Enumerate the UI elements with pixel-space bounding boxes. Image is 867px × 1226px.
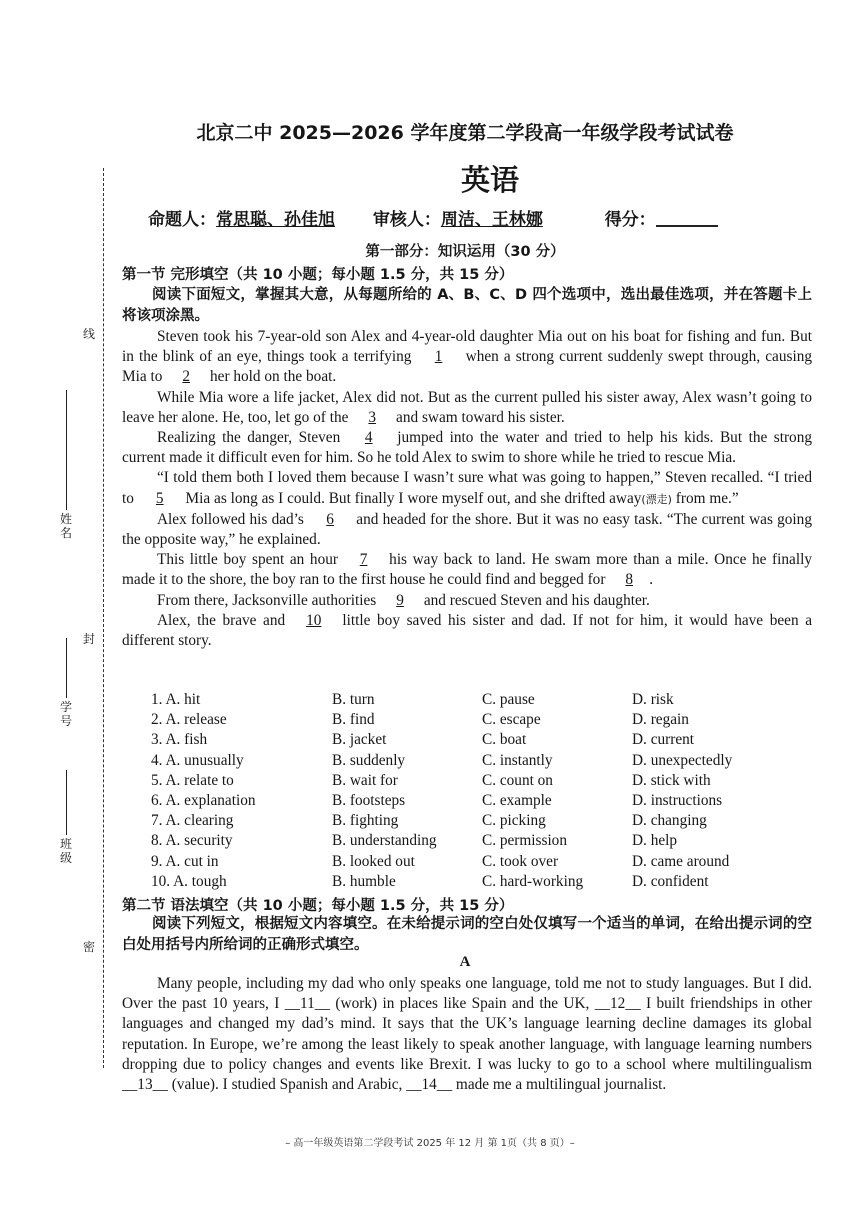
name-field (58, 390, 74, 540)
section-one-instruction: 阅读下面短文，掌握其大意，从每题所给的 A、B、C、D 四个选项中，选出最佳选项，并在答题卡上将该项涂黑。 (122, 287, 812, 324)
cloze-paragraph: Realizing the danger, Steven 4 jumped into the water and tried to help his kids. But the strong current made it difficult even for him. So he told Alex to swim to shore while he tried to rescue Mia. (122, 429, 812, 467)
cloze-blank: 4 (364, 429, 373, 447)
option-b: B. wait for (332, 771, 398, 789)
cloze-blank: 1 (434, 348, 443, 366)
option-row (151, 852, 831, 872)
option-d: D. regain (632, 711, 689, 729)
option-a: 1. A. hit (151, 691, 201, 708)
option-d: D. changing (632, 812, 707, 830)
gloss-note: (漂走) (641, 492, 672, 506)
grammar-paragraph: Many people, including my dad who only speaks one language, told me not to study languages. But I did. Over the past 10 years, I __11__ (work) in places like Spain and the UK, __12__ I built friendships in other languages and changed my dad’s mind. It says that the UK’s language learning decline damages its global reputation. In Europe, we’re among the least likely to speak another language, with language learning numbers dropping due to policy changes and events like Brexit. I was lucky to go to a school where multilingualism __13__ (value). I studied Spanish and Arabic, __14__ made me a multilingual journalist. (122, 975, 812, 1094)
option-d: D. current (632, 731, 695, 749)
cloze-blank: 9 (396, 591, 404, 609)
cloze-paragraph: Alex followed his dad’s 6 and headed for the shore. But it was no easy task. “The current was going the opposite way,” he explained. (122, 510, 812, 549)
section-one-title: 第一节 完形填空（共 10 小题；每小题 1.5 分，共 15 分） (122, 267, 514, 283)
option-row (151, 791, 831, 811)
option-a: 5. A. relate to (151, 771, 234, 789)
seal-char-mid: 封 (82, 632, 95, 646)
option-c: C. hard-working (482, 872, 584, 890)
class-field (58, 770, 74, 865)
option-d: D. instructions (632, 791, 723, 809)
author-label: 命题人： (148, 210, 216, 230)
option-b: B. humble (332, 872, 396, 890)
option-c: C. boat (482, 731, 527, 749)
subject-title: 英语 (460, 163, 519, 197)
grammar-blank: __13__ (122, 1076, 168, 1094)
name-line (66, 390, 67, 510)
cloze-paragraph: From there, Jacksonville authorities 9 and rescued Steven and his daughter. (122, 591, 812, 611)
option-row (151, 771, 831, 791)
cloze-options (151, 690, 831, 892)
option-a: 8. A. security (151, 832, 233, 850)
option-row (151, 831, 831, 851)
section-two-title: 第二节 语法填空（共 10 小题；每小题 1.5 分，共 15 分） (122, 898, 514, 914)
grammar-passage (122, 974, 812, 1095)
option-a: 10. A. tough (151, 872, 227, 890)
reviewer-label: 审核人： (372, 210, 441, 230)
author-names: 常思聪、孙佳旭 (216, 210, 335, 230)
option-b: B. jacket (332, 731, 387, 749)
cloze-paragraph: This little boy spent an hour 7 his way back to land. He swam more than a mile. Once he finally made it to the shore, the boy ran to the first house he could find and begged for 8 . (122, 550, 812, 590)
option-b: B. find (332, 711, 375, 729)
section-two-instruction: 阅读下列短文，根据短文内容填空。在未给提示词的空白处仅填写一个适当的单词，在给出提示词的空白处用括号内所给词的正确形式填空。 (122, 916, 812, 953)
option-b: B. footsteps (332, 791, 406, 809)
seal-char-top: 线 (82, 327, 95, 341)
cloze-blank: 5 (155, 489, 164, 507)
option-a: 3. A. fish (151, 731, 208, 749)
option-d: D. unexpectedly (632, 751, 733, 769)
page-footer: – 高一年级英语第二学段考试 2025 年 12 月 第 1页（共 8 页）– (285, 1138, 575, 1149)
class-line (66, 770, 67, 835)
class-label: 班级 (59, 837, 72, 865)
option-d: D. confident (632, 872, 709, 890)
grammar-blank: __11__ (284, 995, 331, 1013)
passage-label: A (459, 954, 471, 970)
option-c: C. picking (482, 812, 546, 830)
option-c: C. example (482, 791, 552, 809)
option-c: C. permission (482, 832, 567, 850)
option-d: D. came around (632, 852, 730, 870)
cloze-passage (122, 327, 812, 651)
cloze-paragraph: Steven took his 7-year-old son Alex and 4-year-old daughter Mia out on his boat for fishing and fun. But in the blink of an eye, things took a terrifying 1 when a strong current suddenly swept through, causing Mia to 2 her hold on the boat. (122, 327, 812, 388)
grammar-blank: __12__ (594, 995, 641, 1013)
grammar-blank: __14__ (406, 1076, 453, 1094)
option-c: C. escape (482, 711, 541, 729)
option-b: B. fighting (332, 812, 399, 830)
student-id-line (66, 638, 67, 698)
option-b: B. turn (332, 691, 375, 708)
option-c: C. took over (482, 852, 559, 870)
option-b: B. looked out (332, 852, 415, 870)
cloze-blank: 7 (359, 551, 368, 569)
option-d: D. stick with (632, 771, 711, 789)
option-c: C. pause (482, 691, 535, 708)
option-a: 6. A. explanation (151, 791, 256, 809)
cloze-blank: 10 (306, 611, 322, 629)
option-a: 4. A. unusually (151, 751, 244, 769)
option-row (151, 730, 831, 750)
option-d: D. help (632, 832, 678, 850)
score-label: 得分： (604, 210, 656, 230)
exam-title: 北京二中 2025—2026 学年度第二学段高一年级学段考试试卷 (196, 122, 734, 144)
option-row (151, 872, 831, 892)
option-row (151, 710, 831, 730)
cloze-paragraph: While Mia wore a life jacket, Alex did not. But as the current pulled his sister away, Alex wasn’t going to leave her alone. He, too, let go of the 3 and swam toward his sister. (122, 388, 812, 428)
option-a: 2. A. release (151, 711, 227, 729)
name-label: 姓名 (59, 512, 72, 540)
option-b: B. suddenly (332, 751, 406, 769)
option-d: D. risk (632, 691, 674, 708)
reviewer-names: 周洁、王林娜 (440, 210, 543, 230)
student-id-field (58, 638, 74, 728)
option-a: 9. A. cut in (151, 852, 219, 870)
seal-char-bottom: 密 (82, 940, 95, 954)
part-one-title: 第一部分：知识运用（30 分） (365, 244, 565, 260)
option-row (151, 690, 831, 710)
student-id-label: 学号 (59, 700, 72, 728)
binding-line (103, 168, 104, 1068)
cloze-blank: 3 (368, 408, 377, 426)
score-blank (656, 209, 718, 227)
option-c: C. count on (482, 771, 553, 789)
cloze-paragraph: Alex, the brave and 10 little boy saved his sister and dad. If not for him, it would have been a different story. (122, 611, 812, 650)
option-row (151, 811, 831, 831)
cloze-paragraph: “I told them both I loved them because I wasn’t sure what was going to happen,” Steven recalled. “I tried to 5 Mia as long as I could. But finally I wore myself out, and she drifted away(漂走) from me.” (122, 468, 812, 509)
cloze-blank: 6 (326, 510, 334, 528)
option-row (151, 751, 831, 771)
authors-line (148, 205, 828, 230)
option-b: B. understanding (332, 832, 437, 850)
cloze-blank: 8 (625, 571, 634, 589)
option-c: C. instantly (482, 751, 553, 769)
cloze-blank: 2 (182, 368, 191, 386)
option-a: 7. A. clearing (151, 812, 234, 830)
